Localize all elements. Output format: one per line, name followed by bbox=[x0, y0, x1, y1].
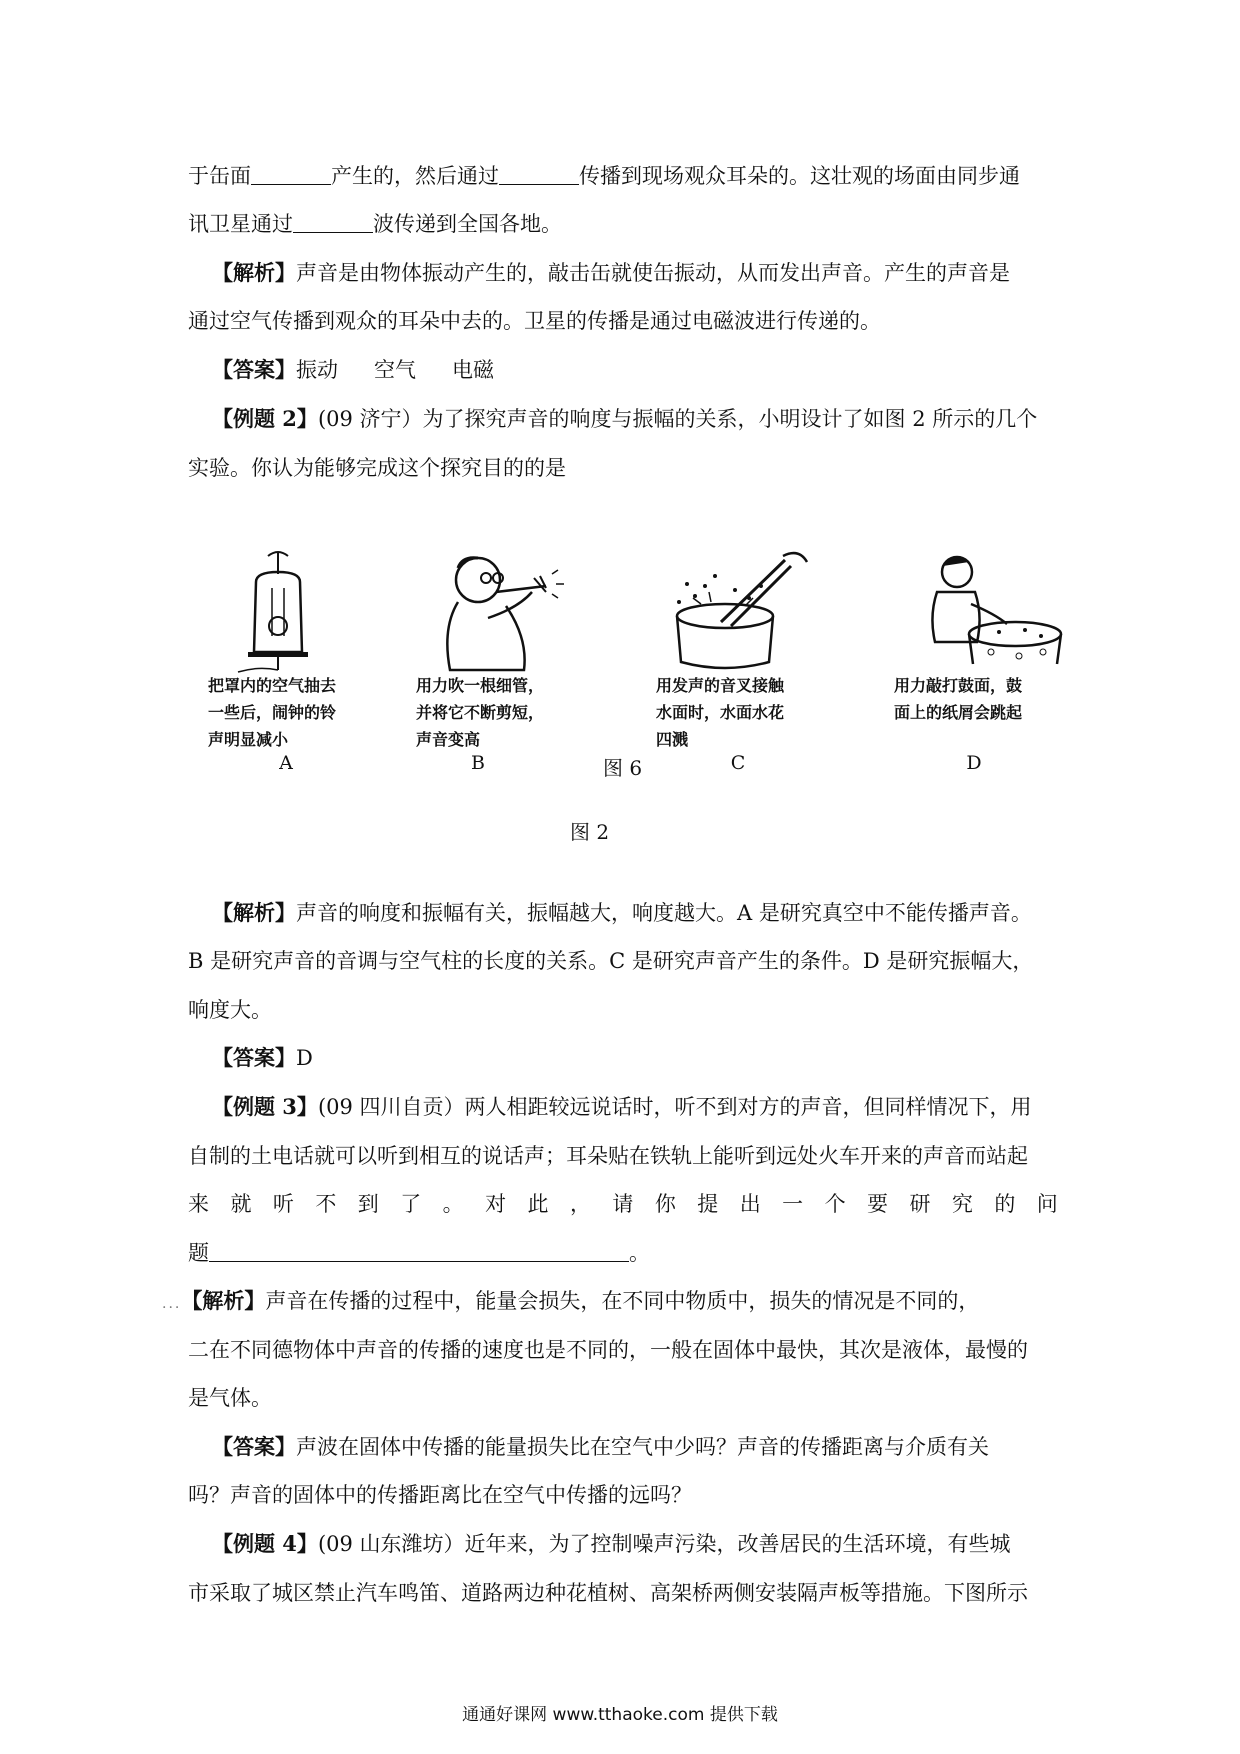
spread-char: 问 bbox=[1036, 1192, 1058, 1216]
ex3-analysis-line-2: 二在不同德物体中声音的传播的速度也是不同的，一般在固体中最快，其次是液体，最慢的 bbox=[188, 1338, 1028, 1362]
ex2-analysis-line-2: B 是研究声音的音调与空气柱的长度的关系。C 是研究声音产生的条件。D 是研究振幅大， bbox=[188, 949, 1034, 973]
figure-d-drum bbox=[915, 552, 1065, 670]
ex2-answer: 【答案】D bbox=[212, 1045, 313, 1070]
ex3-answer-line-1: 【答案】声波在固体中传播的能量损失比在空气中少吗？声音的传播距离与介质有关 bbox=[212, 1434, 989, 1459]
figure-c-letter: C bbox=[730, 752, 746, 774]
spread-char: 对 bbox=[485, 1192, 507, 1216]
spread-char: 究 bbox=[951, 1192, 973, 1216]
ex3-answer-line-2: 吗？声音的固体中的传播距离比在空气中传播的远吗？ bbox=[188, 1483, 692, 1507]
spread-char: 。 bbox=[442, 1192, 464, 1216]
figure-b-letter: B bbox=[471, 752, 485, 774]
spread-char: 不 bbox=[315, 1192, 337, 1216]
ex4-question-line-1: 【例题 4】(09 山东潍坊）近年来，为了控制噪声污染，改善居民的生活环境，有些城 bbox=[212, 1531, 1011, 1556]
ex3-analysis-line-3: 是气体。 bbox=[188, 1386, 272, 1410]
page-footer: 通通好课网 www.tthaoke.com 提供下载 bbox=[462, 1705, 778, 1725]
spread-char: 要 bbox=[867, 1192, 888, 1216]
ex1-question-line-1: 于缶面 产生的，然后通过 传播到现场观众耳朵的。这壮观的场面由同步通 bbox=[188, 164, 1020, 188]
ex1-answer: 【答案】振动 空气 电磁 bbox=[212, 357, 494, 382]
ex2-analysis-line-1: 【解析】声音的响度和振幅有关，振幅越大，响度越大。A 是研究真空中不能传播声音。 bbox=[212, 900, 1032, 925]
figure-a-letter: A bbox=[279, 752, 293, 774]
spread-char: 研 bbox=[909, 1192, 931, 1216]
ex3-question-line-3 bbox=[188, 1189, 1058, 1219]
figure-d-caption: 用力敲打鼓面，鼓 面上的纸屑会跳起 bbox=[894, 676, 1023, 722]
figure-d-letter: D bbox=[966, 752, 982, 774]
answer-blank-question[interactable] bbox=[209, 1239, 629, 1262]
figure-c-caption: 用发声的音叉接触 水面时，水面水花 四溅 bbox=[656, 676, 785, 749]
answer-blank-3[interactable] bbox=[293, 210, 373, 233]
ex3-question-line-2: 自制的土电话就可以听到相互的说话声；耳朵贴在铁轨上能听到远处火车开来的声音而站起 bbox=[188, 1144, 1028, 1168]
figure-c-tuning-fork-water bbox=[665, 546, 815, 674]
spread-char: 来 bbox=[188, 1192, 209, 1216]
ex2-question-line-1: 【例题 2】(09 济宁）为了探究声音的响度与振幅的关系，小明设计了如图 2 所示的几个 bbox=[212, 406, 1038, 431]
spread-char: 到 bbox=[357, 1192, 379, 1216]
spread-char: 听 bbox=[272, 1192, 294, 1216]
ex1-analysis-line-1: 【解析】声音是由物体振动产生的，敲击缶就使缶振动，从而发出声音。产生的声音是 bbox=[212, 260, 1010, 285]
ex3-analysis-line-1: ...【解析】声音在传播的过程中，能量会损失，在不同中物质中，损失的情况是不同的， bbox=[162, 1288, 980, 1313]
spread-char: ， bbox=[569, 1192, 591, 1216]
figure-inner-label: 图 6 bbox=[603, 756, 643, 780]
ex1-question-line-2: 讯卫星通过 波传递到全国各地。 bbox=[188, 212, 562, 236]
figure-a-caption: 把罩内的空气抽去 一些后，闹钟的铃 声明显减小 bbox=[208, 676, 337, 749]
ex3-question-line-4: 题 。 bbox=[188, 1241, 650, 1265]
ex1-analysis-line-2: 通过空气传播到观众的耳朵中去的。卫星的传播是通过电磁波进行传递的。 bbox=[188, 309, 881, 333]
ex4-question-line-2: 市采取了城区禁止汽车鸣笛、道路两边种花植树、高架桥两侧安装隔声板等措施。下图所示 bbox=[188, 1581, 1028, 1605]
spread-char: 了 bbox=[400, 1192, 422, 1216]
spread-char: 出 bbox=[739, 1192, 761, 1216]
spread-char: 你 bbox=[654, 1192, 676, 1216]
figure-b-man-blowing-straw bbox=[428, 548, 578, 676]
figure-label: 图 2 bbox=[570, 820, 610, 844]
spread-char: 一 bbox=[782, 1192, 804, 1216]
spread-char: 此 bbox=[527, 1192, 549, 1216]
ex3-question-line-1: 【例题 3】(09 四川自贡）两人相距较远说话时，听不到对方的声音，但同样情况下，用 bbox=[212, 1094, 1032, 1119]
ex2-analysis-line-3: 响度大。 bbox=[188, 998, 272, 1022]
spread-char: 提 bbox=[697, 1192, 719, 1216]
spread-char: 请 bbox=[612, 1192, 634, 1216]
figure-a-bell-jar bbox=[228, 548, 328, 676]
ex2-question-line-2: 实验。你认为能够完成这个探究目的的是 bbox=[188, 456, 566, 480]
figure-b-caption: 用力吹一根细管， 并将它不断剪短， 声音变高 bbox=[416, 676, 545, 749]
answer-blank-2[interactable] bbox=[499, 162, 579, 185]
spread-char: 就 bbox=[230, 1192, 252, 1216]
spread-char: 个 bbox=[824, 1192, 846, 1216]
spread-char: 的 bbox=[994, 1192, 1016, 1216]
answer-blank-1[interactable] bbox=[251, 162, 331, 185]
